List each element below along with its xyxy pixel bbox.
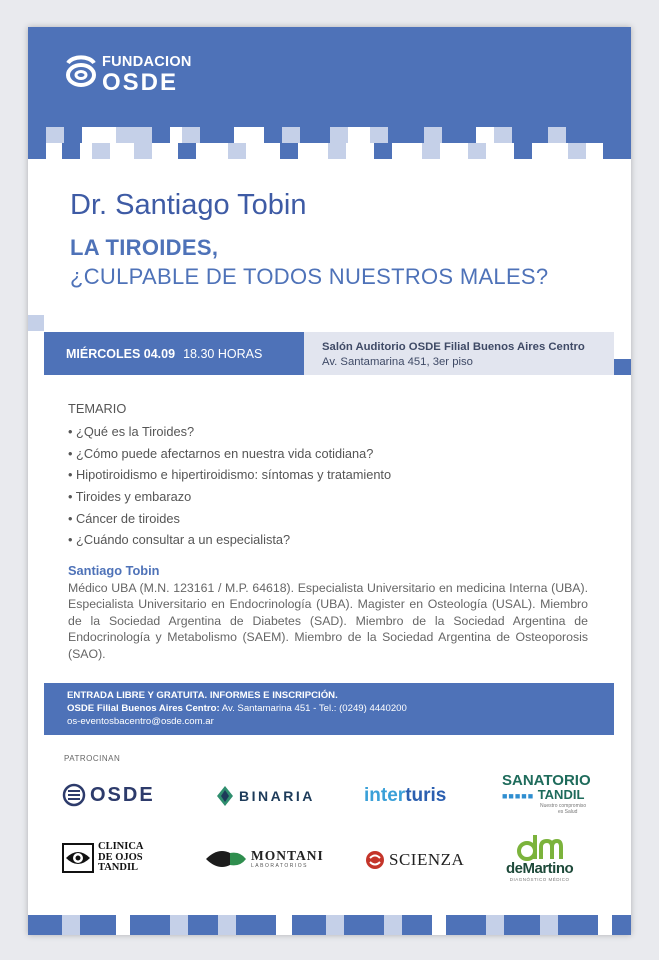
venue-name: Salón Auditorio OSDE Filial Buenos Aires Centro [322, 341, 585, 353]
clinica-line-1: CLINICA [98, 841, 144, 852]
demartino-wordmark: deMartino [506, 860, 574, 877]
scienza-logo-icon [365, 850, 385, 870]
list-item: • ¿Qué es la Tiroides? [68, 424, 195, 439]
tandil-wordmark [502, 788, 584, 803]
topic-line-2: ¿CULPABLE DE TODOS NUESTROS MALES? [70, 264, 549, 289]
pixel-pattern-bottom [28, 915, 631, 935]
sanatorio-tagline-2: es Salud [558, 809, 578, 815]
venue-bar [304, 332, 614, 375]
header-band [28, 27, 631, 127]
osde-logo-icon [62, 783, 86, 807]
sanatorio-wordmark: SANATORIO [502, 772, 591, 789]
sponsor-binaria [216, 785, 315, 807]
info-bar [44, 683, 614, 735]
brand-top-text: FUNDACION [102, 54, 192, 70]
sanatorio-dots: ■■■■■ [502, 791, 538, 801]
montani-wordmark [251, 849, 324, 869]
binaria-logo-icon [216, 785, 234, 807]
interturis-wordmark-a: inter [364, 785, 406, 806]
time-label: 18.30 HORAS [183, 346, 263, 361]
sponsor-osde [62, 783, 155, 807]
list-item: • ¿Cómo puede afectarnos en nuestra vida cotidiana? [68, 445, 374, 461]
sponsor-montani [204, 847, 324, 871]
list-item: • Hipotiroidismo e hipertiroidismo: síntomas y tratamiento [68, 467, 392, 483]
event-poster [28, 27, 631, 935]
list-item: • ¿Cuándo consultar a un especialista? [68, 532, 291, 548]
decor-square [614, 359, 631, 375]
bio-text: Médico UBA (M.N. 123161 / M.P. 64618). Especialista Universitario en medicina Interna (UBA). Especialista Universitario en Endocrinología (UBA). Magister en Osteología (USAL). Miembro de la Sociedad Argentina de Diabetes (SAD). Miembro de la Sociedad Argentina de Endocrinología y Metabolismo (SAEM). Miembro de la Sociedad Argentina de Osteoporosis (SAO). [68, 580, 588, 661]
date-label: MIÉRCOLES 04.09 [66, 346, 176, 361]
list-item: • Cáncer de tiroides [68, 510, 180, 526]
sponsor-sanatorio-tandil [502, 773, 591, 815]
clinica-line-3: TANDIL [98, 862, 139, 873]
topic-line-1: LA TIROIDES, [70, 235, 219, 260]
sponsor-scienza [365, 850, 464, 870]
sponsor-demartino [506, 833, 573, 882]
interturis-wordmark-b: turis [405, 785, 447, 806]
date-bar [44, 332, 304, 375]
tandil-text: TANDIL [537, 787, 585, 802]
info-headline: ENTRADA LIBRE Y GRATUITA. INFORMES E INSCRIPCIÓN. [67, 690, 338, 701]
demartino-logo-icon [517, 833, 563, 861]
temario-heading: TEMARIO [68, 401, 127, 416]
sanatorio-tagline: Nuestro compromiso [540, 803, 587, 809]
montani-sub: LABORATORIOS [251, 863, 308, 869]
venue-address: Av. Santamarina 451, 3er piso [322, 356, 473, 368]
info-address-label: OSDE Filial Buenos Aires Centro: [67, 703, 220, 715]
clinica-wordmark [98, 842, 144, 874]
bio-name: Santiago Tobin [68, 563, 160, 578]
speaker-title: Dr. Santiago Tobin [70, 189, 307, 221]
montani-logo-icon [204, 847, 248, 871]
montani-name: MONTANI [251, 848, 324, 863]
speaker-bio [68, 563, 588, 663]
info-address-text: Av. Santamarina 451 - Tel.: (0249) 4440200 [219, 703, 407, 715]
eye-logo-icon [62, 843, 94, 873]
temario-list [68, 421, 391, 551]
clinica-line-2: DE OJOS [98, 851, 143, 863]
temario-section [68, 401, 391, 551]
fundacion-osde-logo-icon [64, 53, 98, 91]
sponsor-interturis [364, 785, 446, 807]
info-email[interactable]: os-eventosbacentro@osde.com.ar [67, 716, 214, 728]
binaria-wordmark: BINARIA [239, 788, 315, 804]
sponsor-clinica-ojos [62, 842, 144, 874]
sponsors-heading: PATROCINAN [64, 754, 121, 763]
scienza-wordmark: SCIENZA [389, 850, 465, 869]
osde-wordmark: OSDE [90, 783, 155, 806]
decor-square [28, 315, 44, 331]
demartino-sub: DIAGNÓSTICO MÉDICO [509, 877, 570, 882]
info-address [67, 702, 614, 715]
brand-word-text: OSDE [102, 69, 179, 96]
list-item: • Tiroides y embarazo [68, 489, 192, 505]
